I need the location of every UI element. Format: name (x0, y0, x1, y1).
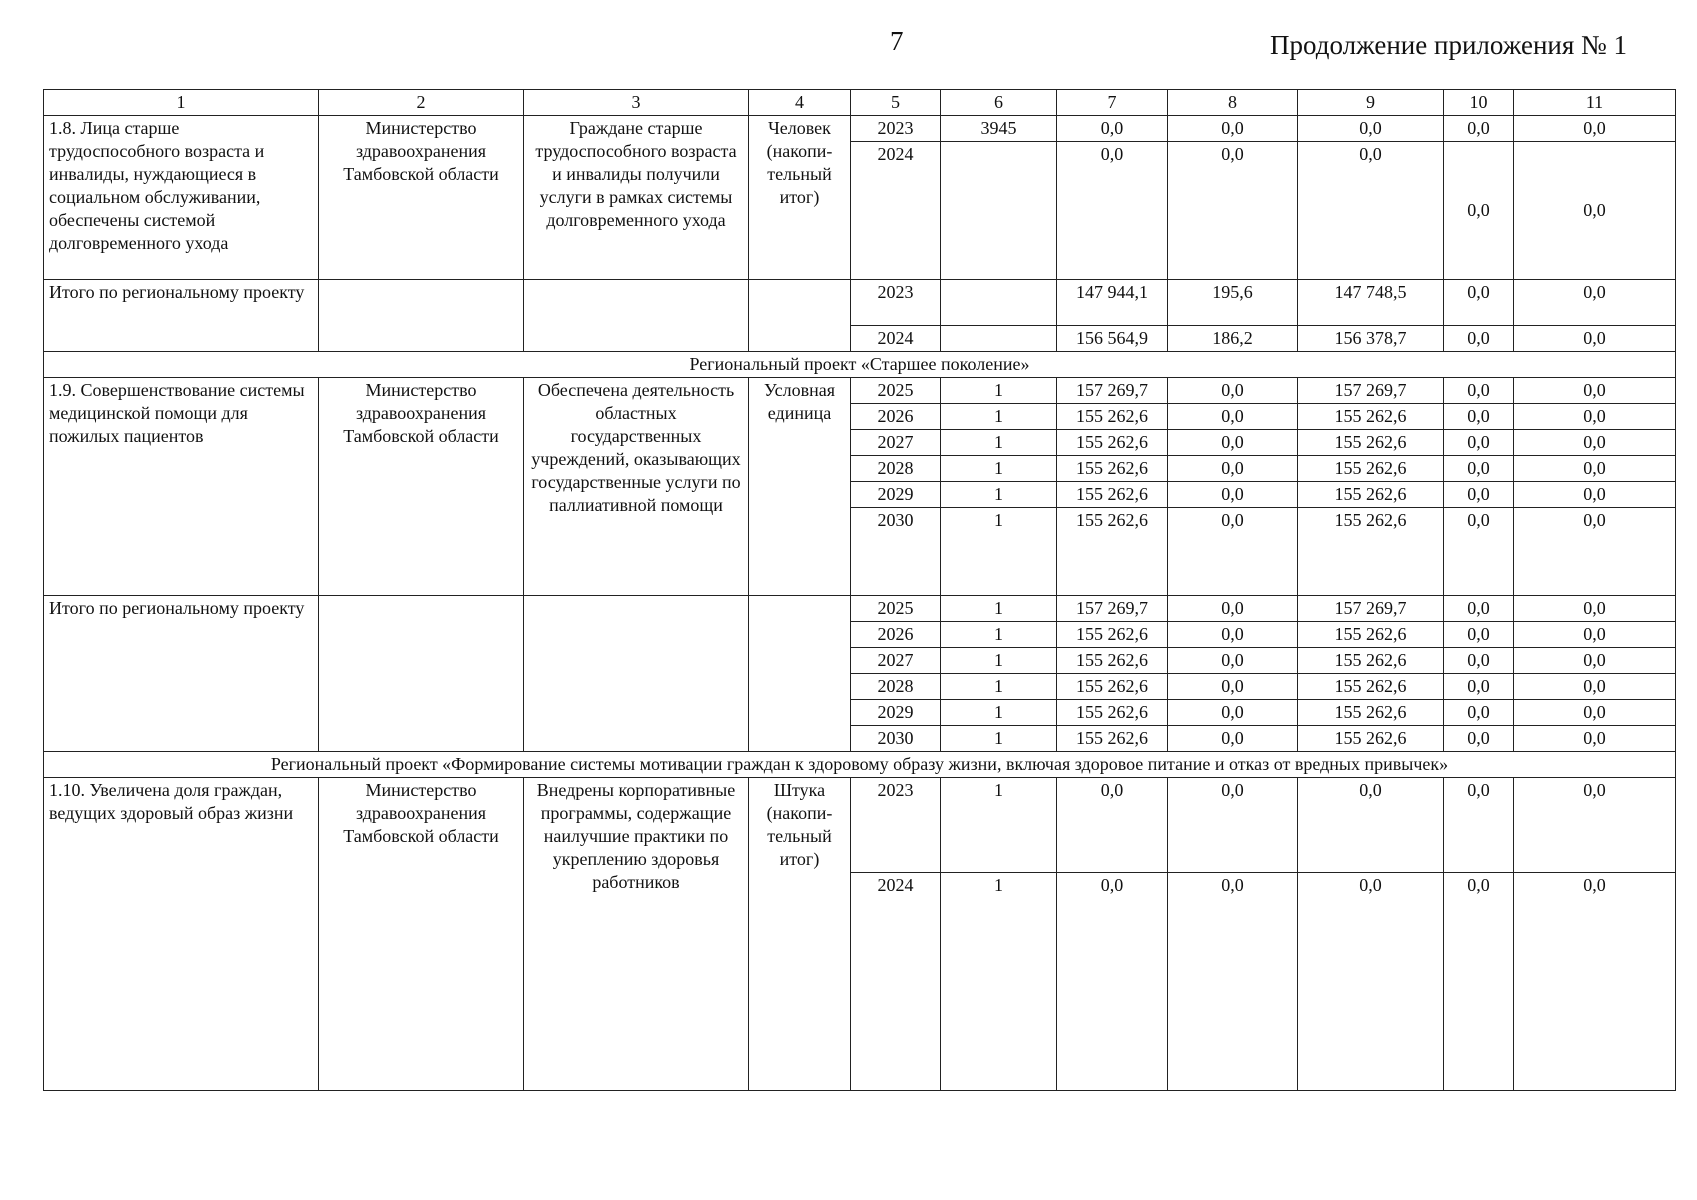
table-row (44, 280, 1676, 326)
municipal-cell: 0,0 (1444, 116, 1514, 142)
total-cell: 155 262,6 (1057, 622, 1168, 648)
year-cell: 2023 (851, 778, 941, 873)
federal-cell: 0,0 (1168, 873, 1298, 1091)
ministry-cell: Министерство здравоохранения Тамбовской области (319, 116, 524, 280)
qty-cell: 1 (941, 674, 1057, 700)
qty-cell: 1 (941, 456, 1057, 482)
ministry-cell: Министерство здравоохранения Тамбовской области (319, 778, 524, 1091)
municipal-cell: 0,0 (1444, 674, 1514, 700)
federal-cell: 0,0 (1168, 378, 1298, 404)
empty-cell (524, 596, 749, 752)
federal-cell: 0,0 (1168, 404, 1298, 430)
header-row (44, 90, 1676, 116)
total-cell: 155 262,6 (1057, 648, 1168, 674)
other-cell: 0,0 (1514, 726, 1676, 752)
qty-cell: 3945 (941, 116, 1057, 142)
regional-cell: 0,0 (1298, 142, 1444, 280)
activity-name: 1.9. Совершенствование системы медицинской помощи для пожилых пациентов (44, 378, 319, 596)
year-cell: 2029 (851, 700, 941, 726)
regional-cell: 157 269,7 (1298, 378, 1444, 404)
other-cell: 0,0 (1514, 378, 1676, 404)
col-header: 5 (851, 90, 941, 116)
total-cell: 155 262,6 (1057, 482, 1168, 508)
total-cell: 157 269,7 (1057, 596, 1168, 622)
total-label: Итого по региональному проекту (44, 280, 319, 352)
activity-name: 1.10. Увеличена доля граждан, ведущих здоровый образ жизни (44, 778, 319, 1091)
regional-cell: 155 262,6 (1298, 456, 1444, 482)
regional-cell: 0,0 (1298, 116, 1444, 142)
municipal-cell: 0,0 (1444, 378, 1514, 404)
other-cell: 0,0 (1514, 430, 1676, 456)
empty-cell (524, 280, 749, 352)
project-title: Региональный проект «Старшее поколение» (44, 352, 1676, 378)
total-cell: 156 564,9 (1057, 326, 1168, 352)
total-cell: 155 262,6 (1057, 430, 1168, 456)
year-cell: 2025 (851, 378, 941, 404)
municipal-cell: 0,0 (1444, 726, 1514, 752)
qty-cell: 1 (941, 378, 1057, 404)
regional-cell: 157 269,7 (1298, 596, 1444, 622)
total-cell: 155 262,6 (1057, 674, 1168, 700)
result-cell: Граждане старше трудоспособного возраста и инвалиды получили услуги в рамках системы долговременного ухода (524, 116, 749, 280)
col-header: 10 (1444, 90, 1514, 116)
federal-cell: 0,0 (1168, 648, 1298, 674)
other-cell: 0,0 (1514, 280, 1676, 326)
year-cell: 2023 (851, 280, 941, 326)
col-header: 6 (941, 90, 1057, 116)
other-cell: 0,0 (1514, 142, 1676, 280)
other-cell: 0,0 (1514, 326, 1676, 352)
municipal-cell: 0,0 (1444, 142, 1514, 280)
regional-cell: 155 262,6 (1298, 700, 1444, 726)
municipal-cell: 0,0 (1444, 700, 1514, 726)
federal-cell: 0,0 (1168, 700, 1298, 726)
total-cell: 155 262,6 (1057, 456, 1168, 482)
federal-cell: 0,0 (1168, 482, 1298, 508)
federal-cell: 0,0 (1168, 726, 1298, 752)
regional-cell: 147 748,5 (1298, 280, 1444, 326)
federal-cell: 0,0 (1168, 596, 1298, 622)
federal-cell: 186,2 (1168, 326, 1298, 352)
regional-cell: 155 262,6 (1298, 622, 1444, 648)
regional-cell: 156 378,7 (1298, 326, 1444, 352)
total-cell: 0,0 (1057, 142, 1168, 280)
year-cell: 2030 (851, 508, 941, 596)
col-header: 4 (749, 90, 851, 116)
other-cell: 0,0 (1514, 456, 1676, 482)
year-cell: 2024 (851, 142, 941, 280)
qty-cell: 1 (941, 873, 1057, 1091)
activity-name: 1.8. Лица старше трудоспособного возраста и инвалиды, нуждающиеся в социальном обслуживании, обеспечены системой долговременного ухода (44, 116, 319, 280)
municipal-cell: 0,0 (1444, 648, 1514, 674)
year-cell: 2027 (851, 430, 941, 456)
qty-cell: 1 (941, 596, 1057, 622)
unit-cell: Штука (накопи-тельный итог) (749, 778, 851, 1091)
regional-cell: 155 262,6 (1298, 404, 1444, 430)
unit-cell: Условная единица (749, 378, 851, 596)
federal-cell: 0,0 (1168, 622, 1298, 648)
col-header: 11 (1514, 90, 1676, 116)
municipal-cell: 0,0 (1444, 404, 1514, 430)
municipal-cell: 0,0 (1444, 280, 1514, 326)
federal-cell: 195,6 (1168, 280, 1298, 326)
year-cell: 2027 (851, 648, 941, 674)
total-cell: 155 262,6 (1057, 508, 1168, 596)
municipal-cell: 0,0 (1444, 456, 1514, 482)
federal-cell: 0,0 (1168, 508, 1298, 596)
regional-cell: 0,0 (1298, 778, 1444, 873)
qty-cell: 1 (941, 700, 1057, 726)
other-cell: 0,0 (1514, 622, 1676, 648)
other-cell: 0,0 (1514, 482, 1676, 508)
municipal-cell: 0,0 (1444, 873, 1514, 1091)
qty-cell: 1 (941, 622, 1057, 648)
qty-cell (941, 142, 1057, 280)
qty-cell (941, 280, 1057, 326)
total-label: Итого по региональному проекту (44, 596, 319, 752)
qty-cell: 1 (941, 482, 1057, 508)
col-header: 1 (44, 90, 319, 116)
federal-cell: 0,0 (1168, 456, 1298, 482)
empty-cell (749, 280, 851, 352)
project-title: Региональный проект «Формирование системы мотивации граждан к здоровому образу жизни, включая здоровое питание и отказ от вредных привычек» (44, 752, 1676, 778)
municipal-cell: 0,0 (1444, 430, 1514, 456)
project-header-row (44, 752, 1676, 778)
year-cell: 2026 (851, 404, 941, 430)
other-cell: 0,0 (1514, 873, 1676, 1091)
other-cell: 0,0 (1514, 674, 1676, 700)
federal-cell: 0,0 (1168, 116, 1298, 142)
qty-cell: 1 (941, 430, 1057, 456)
table-row (44, 116, 1676, 142)
year-cell: 2025 (851, 596, 941, 622)
total-cell: 155 262,6 (1057, 700, 1168, 726)
year-cell: 2028 (851, 674, 941, 700)
col-header: 7 (1057, 90, 1168, 116)
appendix-title: Продолжение приложения № 1 (1270, 30, 1628, 60)
year-cell: 2024 (851, 326, 941, 352)
year-cell: 2026 (851, 622, 941, 648)
municipal-cell: 0,0 (1444, 622, 1514, 648)
federal-cell: 0,0 (1168, 142, 1298, 280)
col-header: 3 (524, 90, 749, 116)
regional-cell: 155 262,6 (1298, 674, 1444, 700)
qty-cell: 1 (941, 404, 1057, 430)
qty-cell: 1 (941, 726, 1057, 752)
year-cell: 2030 (851, 726, 941, 752)
empty-cell (319, 280, 524, 352)
municipal-cell: 0,0 (1444, 778, 1514, 873)
federal-cell: 0,0 (1168, 430, 1298, 456)
col-header: 9 (1298, 90, 1444, 116)
other-cell: 0,0 (1514, 404, 1676, 430)
total-cell: 0,0 (1057, 116, 1168, 142)
qty-cell: 1 (941, 778, 1057, 873)
other-cell: 0,0 (1514, 700, 1676, 726)
qty-cell (941, 326, 1057, 352)
regional-cell: 155 262,6 (1298, 482, 1444, 508)
col-header: 2 (319, 90, 524, 116)
other-cell: 0,0 (1514, 648, 1676, 674)
other-cell: 0,0 (1514, 596, 1676, 622)
total-cell: 155 262,6 (1057, 404, 1168, 430)
regional-cell: 155 262,6 (1298, 726, 1444, 752)
federal-cell: 0,0 (1168, 778, 1298, 873)
page-number: 7 (890, 26, 904, 56)
total-cell: 147 944,1 (1057, 280, 1168, 326)
project-header-row (44, 352, 1676, 378)
year-cell: 2028 (851, 456, 941, 482)
other-cell: 0,0 (1514, 508, 1676, 596)
table-row (44, 378, 1676, 404)
col-header: 8 (1168, 90, 1298, 116)
table-row (44, 778, 1676, 873)
result-cell: Внедрены корпоративные программы, содержащие наилучшие практики по укреплению здоровья работников (524, 778, 749, 1091)
ministry-cell: Министерство здравоохранения Тамбовской области (319, 378, 524, 596)
other-cell: 0,0 (1514, 116, 1676, 142)
regional-cell: 0,0 (1298, 873, 1444, 1091)
total-cell: 0,0 (1057, 873, 1168, 1091)
regional-cell: 155 262,6 (1298, 508, 1444, 596)
empty-cell (749, 596, 851, 752)
year-cell: 2024 (851, 873, 941, 1091)
municipal-cell: 0,0 (1444, 508, 1514, 596)
municipal-cell: 0,0 (1444, 326, 1514, 352)
regional-cell: 155 262,6 (1298, 430, 1444, 456)
result-cell: Обеспечена деятельность областных государственных учреждений, оказывающих государственные услуги по паллиативной помощи (524, 378, 749, 596)
year-cell: 2029 (851, 482, 941, 508)
federal-cell: 0,0 (1168, 674, 1298, 700)
other-cell: 0,0 (1514, 778, 1676, 873)
qty-cell: 1 (941, 508, 1057, 596)
table-row (44, 596, 1676, 622)
qty-cell: 1 (941, 648, 1057, 674)
unit-cell: Человек (накопи-тельный итог) (749, 116, 851, 280)
year-cell: 2023 (851, 116, 941, 142)
total-cell: 155 262,6 (1057, 726, 1168, 752)
municipal-cell: 0,0 (1444, 482, 1514, 508)
total-cell: 0,0 (1057, 778, 1168, 873)
empty-cell (319, 596, 524, 752)
total-cell: 157 269,7 (1057, 378, 1168, 404)
municipal-cell: 0,0 (1444, 596, 1514, 622)
regional-cell: 155 262,6 (1298, 648, 1444, 674)
activities-table (43, 89, 1676, 1091)
